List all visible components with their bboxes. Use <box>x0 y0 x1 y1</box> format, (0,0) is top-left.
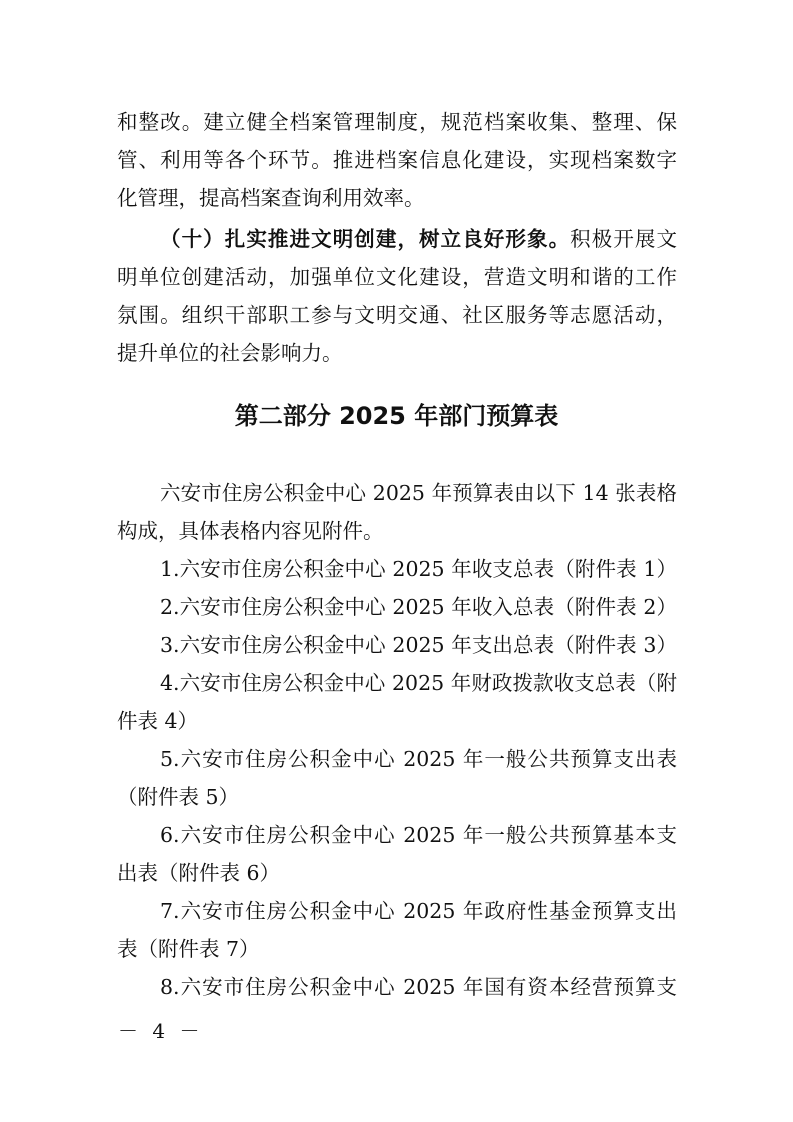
list-item: 1.六安市住房公积金中心 2025 年收支总表（附件表 1） <box>160 557 677 581</box>
list-item: 7.六安市住房公积金中心 2025 年政府性基金预算支出 <box>160 899 677 923</box>
paragraph-bold-lead: （十）扎实推进文明创建，树立良好形象。 <box>160 227 571 251</box>
list-item: 6.六安市住房公积金中心 2025 年一般公共预算基本支 <box>160 823 677 847</box>
list-item: 5.六安市住房公积金中心 2025 年一般公共预算支出表 <box>160 747 677 771</box>
list-item: 8.六安市住房公积金中心 2025 年国有资本经营预算支 <box>160 975 677 999</box>
list-item-continuation: 表（附件表 7） <box>117 937 260 961</box>
list-item: 2.六安市住房公积金中心 2025 年收入总表（附件表 2） <box>160 595 677 619</box>
body-text-line <box>160 220 677 258</box>
list-item-continuation: （附件表 5） <box>117 785 240 809</box>
body-text-line: 管、利用等各个环节。推进档案信息化建设，实现档案数字 <box>117 148 677 172</box>
body-text-line: 六安市住房公积金中心 2025 年预算表由以下 14 张表格 <box>160 481 677 505</box>
list-item: 4.六安市住房公积金中心 2025 年财政拨款收支总表（附 <box>160 671 677 695</box>
body-text-line: 提升单位的社会影响力。 <box>117 341 343 365</box>
body-text-line: 构成，具体表格内容见附件。 <box>117 519 384 543</box>
list-item-continuation: 出表（附件表 6） <box>117 861 281 885</box>
body-text-line: 氛围。组织干部职工参与文明交通、社区服务等志愿活动， <box>117 303 677 327</box>
section-heading: 第二部分 2025 年部门预算表 <box>234 402 559 430</box>
paragraph-text: 积极开展文 <box>570 227 677 251</box>
list-item-continuation: 件表 4） <box>117 709 199 733</box>
body-text-line: 明单位创建活动，加强单位文化建设，营造文明和谐的工作 <box>117 265 677 289</box>
page-number: － 4 － <box>118 1019 204 1043</box>
body-text-line: 化管理，提高档案查询利用效率。 <box>117 186 425 210</box>
list-item: 3.六安市住房公积金中心 2025 年支出总表（附件表 3） <box>160 633 677 657</box>
body-text-line: 和整改。建立健全档案管理制度，规范档案收集、整理、保 <box>117 110 677 134</box>
